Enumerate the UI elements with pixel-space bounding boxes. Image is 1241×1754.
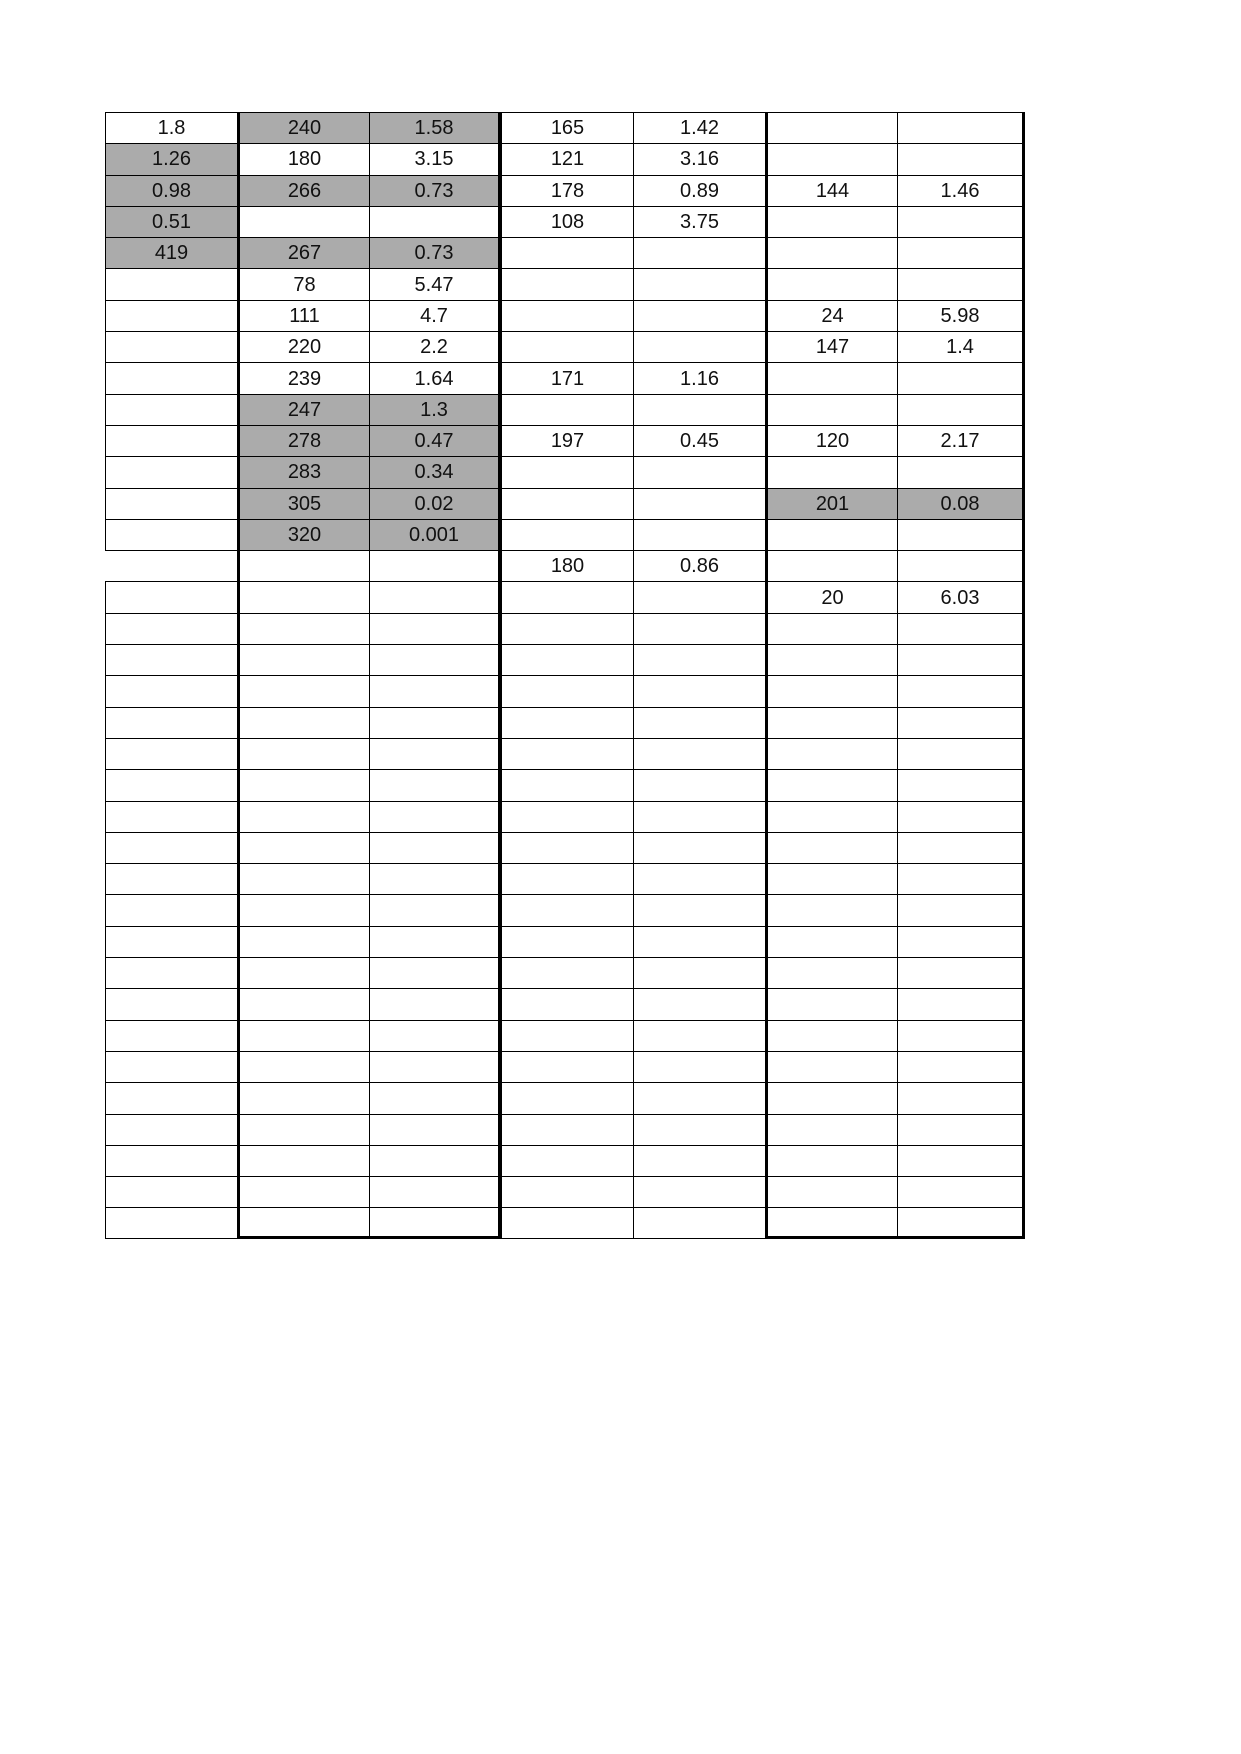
table-cell[interactable] <box>633 237 765 268</box>
table-cell[interactable] <box>105 1020 237 1051</box>
table-row <box>105 112 1033 143</box>
table-cell[interactable] <box>633 894 765 925</box>
table-cell[interactable] <box>237 1082 369 1113</box>
table-cell[interactable] <box>633 1207 765 1238</box>
table-cell[interactable]: 3.75 <box>633 206 765 237</box>
table-cell[interactable] <box>105 1176 237 1207</box>
table-row <box>105 926 1033 957</box>
table-cell[interactable] <box>765 1145 897 1176</box>
table-row <box>105 1114 1033 1145</box>
table-cell[interactable] <box>897 957 1025 988</box>
table-cell[interactable]: 0.001 <box>369 519 501 550</box>
table-cell[interactable] <box>633 644 765 675</box>
table-cell[interactable] <box>237 769 369 800</box>
table-cell[interactable] <box>501 268 633 299</box>
table-cell[interactable]: 0.98 <box>105 175 237 206</box>
table-cell[interactable]: 0.86 <box>633 550 765 581</box>
table-cell[interactable] <box>369 926 501 957</box>
table-cell[interactable]: 6.03 <box>897 581 1025 612</box>
table-cell[interactable] <box>765 926 897 957</box>
table-cell[interactable] <box>501 1051 633 1082</box>
table-cell[interactable] <box>633 832 765 863</box>
table-cell[interactable] <box>237 894 369 925</box>
table-cell[interactable] <box>369 707 501 738</box>
table-cell[interactable]: 108 <box>501 206 633 237</box>
table-cell[interactable]: 4.7 <box>369 300 501 331</box>
table-row <box>105 268 1033 299</box>
table-cell[interactable] <box>897 801 1025 832</box>
table-cell[interactable] <box>897 362 1025 393</box>
table-cell[interactable]: 240 <box>237 112 369 143</box>
table-cell[interactable] <box>501 613 633 644</box>
table-cell[interactable] <box>633 1145 765 1176</box>
table-cell[interactable] <box>237 738 369 769</box>
table-cell[interactable]: 5.98 <box>897 300 1025 331</box>
table-cell[interactable]: 283 <box>237 456 369 487</box>
table-row <box>105 362 1033 393</box>
table-row <box>105 425 1033 456</box>
table-cell[interactable] <box>237 863 369 894</box>
table-cell[interactable] <box>765 769 897 800</box>
table-cell[interactable] <box>105 1207 237 1238</box>
table-cell[interactable] <box>765 237 897 268</box>
table-cell[interactable] <box>897 675 1025 706</box>
table-cell[interactable] <box>237 1207 369 1238</box>
table-cell[interactable]: 5.47 <box>369 268 501 299</box>
table-cell[interactable] <box>897 769 1025 800</box>
table-cell[interactable]: 266 <box>237 175 369 206</box>
table-cell[interactable] <box>633 456 765 487</box>
table-cell[interactable] <box>501 237 633 268</box>
table-cell[interactable] <box>633 988 765 1019</box>
table-cell[interactable] <box>105 675 237 706</box>
table-cell[interactable] <box>105 1145 237 1176</box>
table-row <box>105 550 1033 581</box>
table-cell[interactable] <box>633 581 765 612</box>
table-cell[interactable]: 1.8 <box>105 112 237 143</box>
table-cell[interactable] <box>765 863 897 894</box>
table-cell[interactable] <box>105 926 237 957</box>
table-cell[interactable] <box>105 832 237 863</box>
table-row <box>105 832 1033 863</box>
table-cell[interactable] <box>897 550 1025 581</box>
table-cell[interactable]: 0.08 <box>897 488 1025 519</box>
table-cell[interactable] <box>369 1207 501 1238</box>
table-cell[interactable] <box>501 1082 633 1113</box>
table-cell[interactable] <box>237 1051 369 1082</box>
table-cell[interactable]: 0.45 <box>633 425 765 456</box>
table-cell[interactable] <box>237 1114 369 1145</box>
table-cell[interactable] <box>369 769 501 800</box>
table-cell[interactable] <box>765 143 897 174</box>
table-row <box>105 1176 1033 1207</box>
table-cell[interactable] <box>897 832 1025 863</box>
table-cell[interactable] <box>501 1114 633 1145</box>
table-cell[interactable] <box>765 112 897 143</box>
table-row <box>105 143 1033 174</box>
table-cell[interactable] <box>897 1207 1025 1238</box>
table-cell[interactable] <box>633 707 765 738</box>
table-cell[interactable] <box>633 488 765 519</box>
table-cell[interactable] <box>897 1082 1025 1113</box>
table-cell[interactable] <box>765 957 897 988</box>
table-row <box>105 456 1033 487</box>
table-cell[interactable] <box>369 801 501 832</box>
table-cell[interactable] <box>237 926 369 957</box>
table-cell[interactable] <box>369 644 501 675</box>
table-cell[interactable] <box>765 394 897 425</box>
table-cell[interactable] <box>105 1082 237 1113</box>
table-cell[interactable]: 3.16 <box>633 143 765 174</box>
table-cell[interactable] <box>633 801 765 832</box>
table-cell[interactable] <box>105 1114 237 1145</box>
table-cell[interactable] <box>765 550 897 581</box>
table-row <box>105 175 1033 206</box>
table-cell[interactable] <box>105 1051 237 1082</box>
table-cell[interactable] <box>105 456 237 487</box>
table-cell[interactable] <box>237 550 369 581</box>
table-cell[interactable] <box>897 988 1025 1019</box>
table-cell[interactable] <box>765 1051 897 1082</box>
table-cell[interactable]: 180 <box>237 143 369 174</box>
table-cell[interactable] <box>369 675 501 706</box>
table-cell[interactable] <box>501 988 633 1019</box>
table-cell[interactable] <box>105 707 237 738</box>
table-cell[interactable] <box>897 738 1025 769</box>
table-cell[interactable] <box>501 801 633 832</box>
table-row <box>105 237 1033 268</box>
table-cell[interactable] <box>237 613 369 644</box>
table-row <box>105 1207 1033 1238</box>
table-cell[interactable] <box>897 456 1025 487</box>
table-cell[interactable] <box>369 550 501 581</box>
table-cell[interactable]: 3.15 <box>369 143 501 174</box>
table-cell[interactable] <box>501 1176 633 1207</box>
table-cell[interactable] <box>633 1082 765 1113</box>
table-cell[interactable] <box>105 738 237 769</box>
table-row <box>105 581 1033 612</box>
table-cell[interactable] <box>897 519 1025 550</box>
table-cell[interactable]: 111 <box>237 300 369 331</box>
table-cell[interactable] <box>765 268 897 299</box>
table-cell[interactable]: 267 <box>237 237 369 268</box>
table-cell[interactable] <box>897 268 1025 299</box>
table-row <box>105 206 1033 237</box>
table-cell[interactable] <box>105 863 237 894</box>
table-cell[interactable] <box>765 362 897 393</box>
table-cell[interactable]: 1.58 <box>369 112 501 143</box>
table-cell[interactable]: 178 <box>501 175 633 206</box>
table-cell[interactable] <box>501 1020 633 1051</box>
table-cell[interactable] <box>369 1051 501 1082</box>
table-cell[interactable] <box>105 268 237 299</box>
table-cell[interactable] <box>765 738 897 769</box>
table-cell[interactable] <box>369 988 501 1019</box>
table-cell[interactable] <box>105 488 237 519</box>
table-row <box>105 394 1033 425</box>
table-cell[interactable] <box>765 1020 897 1051</box>
table-cell[interactable] <box>765 1114 897 1145</box>
table-cell[interactable] <box>105 894 237 925</box>
table-cell[interactable] <box>897 394 1025 425</box>
table-row <box>105 957 1033 988</box>
table-cell[interactable]: 144 <box>765 175 897 206</box>
table-cell[interactable] <box>765 613 897 644</box>
table-cell[interactable] <box>633 926 765 957</box>
table-row <box>105 1145 1033 1176</box>
table-cell[interactable] <box>237 707 369 738</box>
table-cell[interactable]: 165 <box>501 112 633 143</box>
table-row <box>105 1020 1033 1051</box>
table-cell[interactable]: 78 <box>237 268 369 299</box>
table-cell[interactable] <box>237 801 369 832</box>
table-cell[interactable]: 1.64 <box>369 362 501 393</box>
table-cell[interactable] <box>765 1082 897 1113</box>
table-cell[interactable] <box>897 894 1025 925</box>
table-cell[interactable] <box>897 1114 1025 1145</box>
table-cell[interactable]: 201 <box>765 488 897 519</box>
spreadsheet-grid <box>105 112 1033 1239</box>
table-cell[interactable]: 20 <box>765 581 897 612</box>
table-cell[interactable] <box>501 707 633 738</box>
table-cell[interactable] <box>501 832 633 863</box>
table-cell[interactable] <box>765 707 897 738</box>
table-cell[interactable] <box>897 237 1025 268</box>
table-row <box>105 894 1033 925</box>
table-cell[interactable] <box>633 863 765 894</box>
table-cell[interactable] <box>369 1082 501 1113</box>
table-cell[interactable] <box>897 1145 1025 1176</box>
table-cell[interactable] <box>765 1176 897 1207</box>
table-cell[interactable] <box>633 268 765 299</box>
table-cell[interactable] <box>105 300 237 331</box>
table-cell[interactable] <box>237 206 369 237</box>
table-cell[interactable] <box>765 1207 897 1238</box>
table-cell[interactable]: 120 <box>765 425 897 456</box>
table-cell[interactable] <box>633 675 765 706</box>
table-cell[interactable] <box>633 519 765 550</box>
table-cell[interactable]: 197 <box>501 425 633 456</box>
table-cell[interactable] <box>369 863 501 894</box>
table-cell[interactable] <box>105 957 237 988</box>
table-row <box>105 644 1033 675</box>
table-cell[interactable] <box>501 738 633 769</box>
table-cell[interactable]: 220 <box>237 331 369 362</box>
table-row <box>105 488 1033 519</box>
table-cell[interactable] <box>105 769 237 800</box>
table-cell[interactable] <box>237 957 369 988</box>
table-cell[interactable] <box>369 1020 501 1051</box>
table-cell[interactable] <box>369 1114 501 1145</box>
table-cell[interactable]: 419 <box>105 237 237 268</box>
table-row <box>105 707 1033 738</box>
table-cell[interactable] <box>633 300 765 331</box>
table-cell[interactable]: 247 <box>237 394 369 425</box>
table-cell[interactable] <box>501 769 633 800</box>
table-cell[interactable] <box>765 801 897 832</box>
table-cell[interactable] <box>105 801 237 832</box>
table-cell[interactable] <box>897 143 1025 174</box>
table-row <box>105 1051 1033 1082</box>
table-cell[interactable] <box>633 613 765 644</box>
table-cell[interactable] <box>369 1145 501 1176</box>
table-cell[interactable] <box>633 769 765 800</box>
table-cell[interactable] <box>633 1020 765 1051</box>
table-row <box>105 1082 1033 1113</box>
table-cell[interactable]: 0.47 <box>369 425 501 456</box>
table-row <box>105 769 1033 800</box>
table-cell[interactable] <box>633 394 765 425</box>
table-cell[interactable] <box>369 894 501 925</box>
table-cell[interactable] <box>369 206 501 237</box>
table-row <box>105 331 1033 362</box>
table-cell[interactable]: 1.16 <box>633 362 765 393</box>
table-cell[interactable] <box>501 675 633 706</box>
table-cell[interactable] <box>633 957 765 988</box>
table-cell[interactable] <box>105 613 237 644</box>
table-cell[interactable] <box>237 1145 369 1176</box>
table-cell[interactable] <box>237 1176 369 1207</box>
table-cell[interactable] <box>501 300 633 331</box>
table-row <box>105 300 1033 331</box>
table-cell[interactable] <box>237 988 369 1019</box>
table-cell[interactable] <box>105 425 237 456</box>
table-cell[interactable] <box>501 863 633 894</box>
table-cell[interactable] <box>501 894 633 925</box>
table-cell[interactable] <box>897 863 1025 894</box>
table-cell[interactable] <box>501 581 633 612</box>
table-cell[interactable] <box>501 519 633 550</box>
table-cell[interactable] <box>633 1176 765 1207</box>
table-cell[interactable]: 180 <box>501 550 633 581</box>
table-cell[interactable] <box>501 488 633 519</box>
table-cell[interactable] <box>237 644 369 675</box>
table-cell[interactable]: 320 <box>237 519 369 550</box>
table-cell[interactable] <box>765 988 897 1019</box>
table-cell[interactable] <box>105 550 237 581</box>
table-cell[interactable] <box>501 957 633 988</box>
table-cell[interactable] <box>105 519 237 550</box>
table-cell[interactable] <box>369 613 501 644</box>
table-row <box>105 738 1033 769</box>
table-cell[interactable] <box>501 331 633 362</box>
table-cell[interactable] <box>501 1207 633 1238</box>
table-cell[interactable] <box>105 394 237 425</box>
table-cell[interactable] <box>369 1176 501 1207</box>
table-cell[interactable] <box>369 832 501 863</box>
table-cell[interactable]: 121 <box>501 143 633 174</box>
table-cell[interactable] <box>105 362 237 393</box>
table-cell[interactable] <box>105 644 237 675</box>
table-cell[interactable] <box>633 1051 765 1082</box>
table-cell[interactable] <box>897 112 1025 143</box>
table-cell[interactable] <box>237 675 369 706</box>
table-cell[interactable] <box>765 519 897 550</box>
table-cell[interactable] <box>105 988 237 1019</box>
table-cell[interactable] <box>897 707 1025 738</box>
table-cell[interactable]: 0.73 <box>369 237 501 268</box>
table-cell[interactable] <box>633 738 765 769</box>
table-cell[interactable] <box>237 1020 369 1051</box>
table-cell[interactable] <box>897 1051 1025 1082</box>
table-row <box>105 675 1033 706</box>
table-row <box>105 863 1033 894</box>
table-cell[interactable]: 305 <box>237 488 369 519</box>
table-cell[interactable]: 2.17 <box>897 425 1025 456</box>
table-cell[interactable]: 0.89 <box>633 175 765 206</box>
table-cell[interactable]: 1.26 <box>105 143 237 174</box>
table-cell[interactable]: 1.4 <box>897 331 1025 362</box>
table-row <box>105 613 1033 644</box>
table-cell[interactable]: 0.73 <box>369 175 501 206</box>
table-cell[interactable] <box>369 738 501 769</box>
table-cell[interactable] <box>501 926 633 957</box>
table-cell[interactable] <box>501 394 633 425</box>
table-cell[interactable]: 2.2 <box>369 331 501 362</box>
table-cell[interactable] <box>501 644 633 675</box>
table-cell[interactable] <box>765 644 897 675</box>
table-cell[interactable] <box>765 206 897 237</box>
table-cell[interactable]: 0.51 <box>105 206 237 237</box>
table-cell[interactable] <box>765 456 897 487</box>
table-cell[interactable] <box>897 644 1025 675</box>
table-cell[interactable] <box>237 832 369 863</box>
table-cell[interactable] <box>633 1114 765 1145</box>
table-cell[interactable] <box>897 1020 1025 1051</box>
table-cell[interactable] <box>897 613 1025 644</box>
table-cell[interactable] <box>501 456 633 487</box>
table-cell[interactable]: 239 <box>237 362 369 393</box>
table-cell[interactable]: 1.3 <box>369 394 501 425</box>
table-row <box>105 519 1033 550</box>
table-cell[interactable]: 1.46 <box>897 175 1025 206</box>
table-cell[interactable] <box>369 957 501 988</box>
table-cell[interactable] <box>765 675 897 706</box>
table-cell[interactable]: 0.34 <box>369 456 501 487</box>
table-cell[interactable] <box>897 926 1025 957</box>
table-cell[interactable]: 0.02 <box>369 488 501 519</box>
table-cell[interactable]: 278 <box>237 425 369 456</box>
table-cell[interactable]: 1.42 <box>633 112 765 143</box>
table-cell[interactable] <box>501 1145 633 1176</box>
table-cell[interactable] <box>105 581 237 612</box>
table-cell[interactable] <box>897 1176 1025 1207</box>
table-cell[interactable] <box>633 331 765 362</box>
table-cell[interactable]: 171 <box>501 362 633 393</box>
table-cell[interactable] <box>897 206 1025 237</box>
table-cell[interactable]: 24 <box>765 300 897 331</box>
table-cell[interactable] <box>765 832 897 863</box>
table-cell[interactable] <box>369 581 501 612</box>
table-cell[interactable] <box>237 581 369 612</box>
table-cell[interactable] <box>765 894 897 925</box>
table-cell[interactable]: 147 <box>765 331 897 362</box>
table-row <box>105 988 1033 1019</box>
table-row <box>105 801 1033 832</box>
table-cell[interactable] <box>105 331 237 362</box>
